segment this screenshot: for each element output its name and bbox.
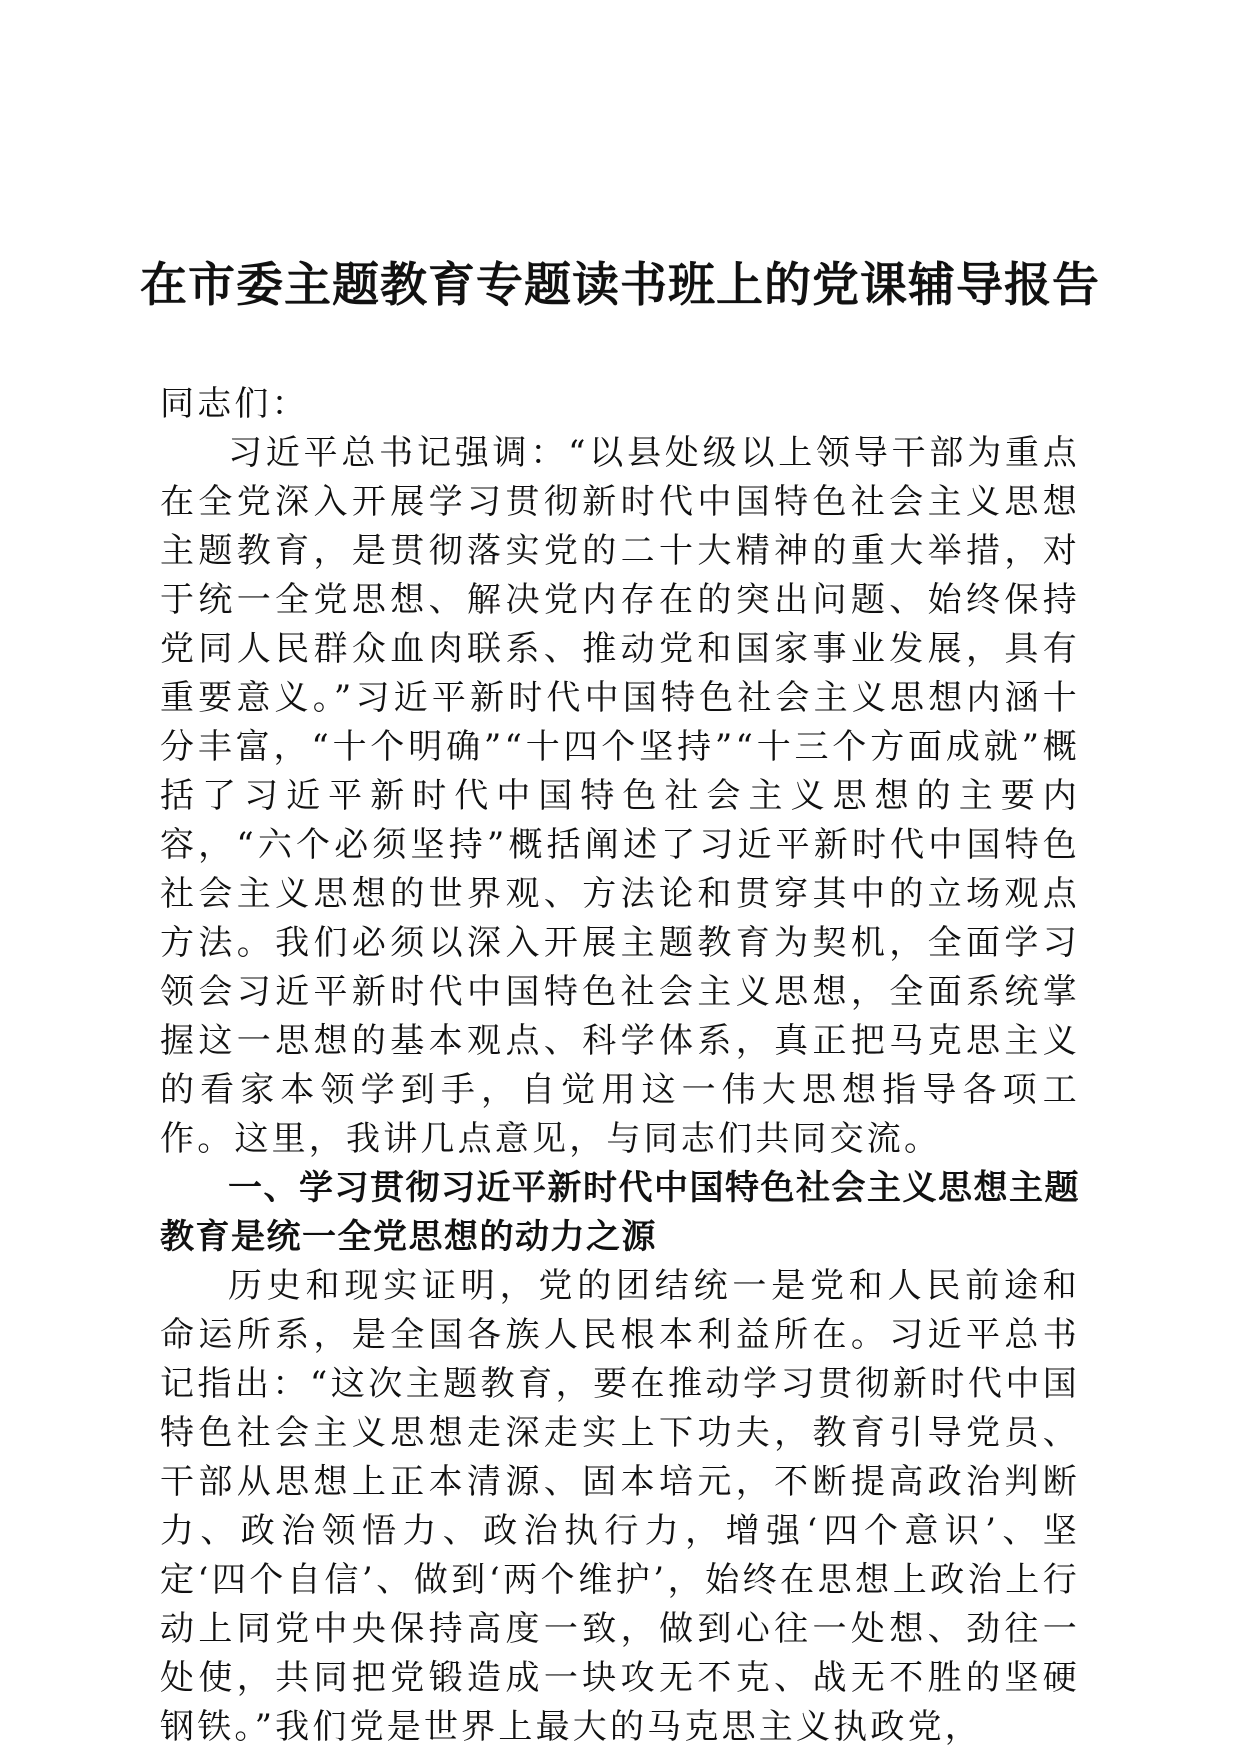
section-paragraph: 历史和现实证明，党的团结统一是党和人民前途和命运所系，是全国各族人民根本利益所在。习近平总书记指出：“这次主题教育，要在推动学习贯彻新时代中国特色社会主义思想走深走实上下功夫，教育引导党员、干部从思想上正本清源、固本培元，不断提高政治判断力、政治领悟力、政治执行力，增强‘四个意识’、坚定‘四个自信’、做到‘两个维护’，始终在思想上政治上行动上同党中央保持高度一致，做到心往一处想、劲往一处使，共同把党锻造成一块攻无不克、战无不胜的坚硬钢铁。”我们党是世界上最大的马克思主义执政党，	[160, 1266, 1080, 1747]
section-heading: 一、学习贯彻习近平新时代中国特色社会主义思想主题教育是统一全党思想的动力之源	[160, 1168, 1080, 1257]
salutation: 同志们：	[160, 384, 309, 424]
document-title: 在市委主题教育专题读书班上的党课辅导报告	[140, 258, 1100, 314]
intro-paragraph: 习近平总书记强调：“以县处级以上领导干部为重点在全党深入开展学习贯彻新时代中国特色社会主义思想主题教育，是贯彻落实党的二十大精神的重大举措，对于统一全党思想、解决党内存在的突出问题、始终保持党同人民群众血肉联系、推动党和国家事业发展，具有重要意义。”习近平新时代中国特色社会主义思想内涵十分丰富，“十个明确”“十四个坚持”“十三个方面成就”概括了习近平新时代中国特色社会主义思想的主要内容，“六个必须坚持”概括阐述了习近平新时代中国特色社会主义思想的世界观、方法论和贯穿其中的立场观点方法。我们必须以深入开展主题教育为契机，全面学习领会习近平新时代中国特色社会主义思想，全面系统掌握这一思想的基本观点、科学体系，真正把马克思主义的看家本领学到手，自觉用这一伟大思想指导各项工作。这里，我讲几点意见，与同志们共同交流。	[160, 433, 1080, 1159]
document-body	[160, 380, 1080, 1752]
